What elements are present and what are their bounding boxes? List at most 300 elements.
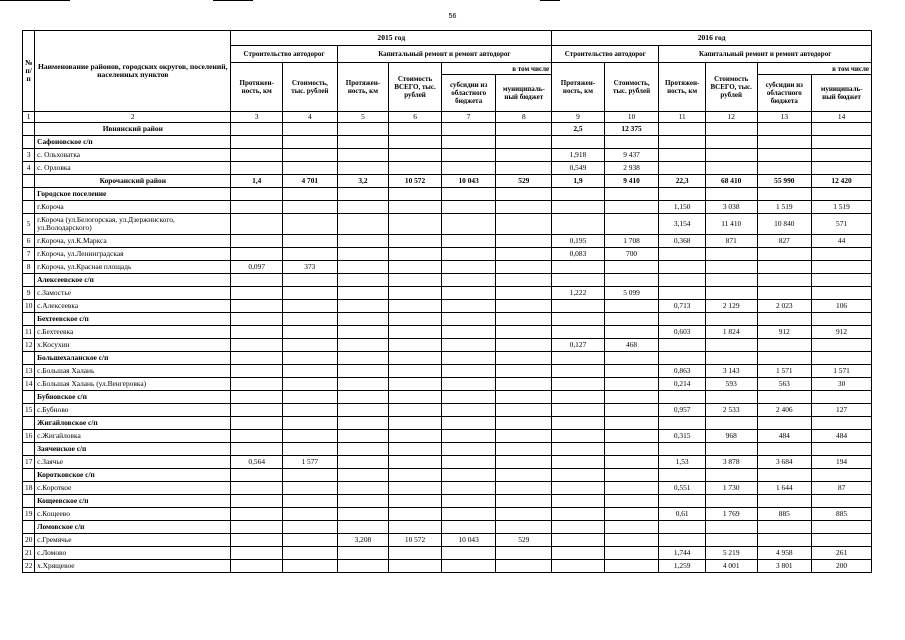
value-cell (231, 162, 283, 175)
value-cell (705, 534, 757, 547)
value-cell (231, 149, 283, 162)
value-cell (441, 136, 496, 149)
value-cell: 2 406 (757, 404, 812, 417)
value-cell (496, 404, 552, 417)
value-cell: 0,315 (659, 430, 706, 443)
value-cell (812, 495, 872, 508)
header-subsidy: субсидии из областного бюджета (757, 75, 812, 112)
value-cell (812, 287, 872, 300)
value-cell (337, 136, 389, 149)
value-cell (757, 417, 812, 430)
value-cell (389, 547, 442, 560)
value-cell (441, 391, 496, 404)
value-cell (705, 352, 757, 365)
value-cell: 3 878 (705, 456, 757, 469)
row-number: 3 (23, 149, 35, 162)
value-cell: 1 571 (812, 365, 872, 378)
table-row (23, 482, 872, 495)
value-cell: 4 958 (757, 547, 812, 560)
value-cell (337, 430, 389, 443)
row-number: 15 (23, 404, 35, 417)
value-cell (337, 547, 389, 560)
value-cell (496, 352, 552, 365)
value-cell: 0,195 (552, 235, 605, 248)
value-cell (604, 521, 659, 534)
value-cell (552, 313, 605, 326)
table-row (23, 261, 872, 274)
table-row (23, 300, 872, 313)
value-cell (231, 136, 283, 149)
value-cell (604, 417, 659, 430)
value-cell (604, 495, 659, 508)
scan-edge-line (0, 0, 70, 1)
value-cell (552, 214, 605, 235)
row-name: Корочанский район (35, 175, 231, 188)
value-cell: 55 990 (757, 175, 812, 188)
header-construction-2016: Строительство автодорог (552, 46, 659, 63)
value-cell (337, 456, 389, 469)
value-cell (441, 378, 496, 391)
value-cell (705, 495, 757, 508)
value-cell: 3 684 (757, 456, 812, 469)
value-cell: 563 (757, 378, 812, 391)
value-cell (705, 261, 757, 274)
value-cell: 106 (812, 300, 872, 313)
value-cell (757, 352, 812, 365)
header-year-2015: 2015 год (231, 31, 552, 46)
value-cell (283, 248, 338, 261)
value-cell (441, 508, 496, 521)
col-index: 3 (231, 112, 283, 123)
value-cell: 10 572 (389, 534, 442, 547)
row-name: Коротковское с/п (35, 469, 231, 482)
value-cell (283, 417, 338, 430)
value-cell (337, 339, 389, 352)
table-row (23, 547, 872, 560)
page-number: 56 (448, 13, 457, 20)
value-cell (389, 560, 442, 573)
value-cell (389, 521, 442, 534)
value-cell (389, 214, 442, 235)
value-cell (231, 326, 283, 339)
value-cell (496, 248, 552, 261)
table-row (23, 248, 872, 261)
value-cell (389, 274, 442, 287)
value-cell: 700 (604, 248, 659, 261)
row-name: Кощеевское с/п (35, 495, 231, 508)
value-cell (552, 443, 605, 456)
value-cell (659, 162, 706, 175)
value-cell: 529 (496, 534, 552, 547)
value-cell (812, 417, 872, 430)
value-cell (283, 214, 338, 235)
row-number (23, 443, 35, 456)
value-cell (659, 443, 706, 456)
value-cell (552, 188, 605, 201)
row-number: 10 (23, 300, 35, 313)
value-cell (283, 469, 338, 482)
table-row (23, 339, 872, 352)
value-cell (496, 123, 552, 136)
row-name: с.Большая Халань (ул.Венгеровка) (35, 378, 231, 391)
table-row (23, 365, 872, 378)
value-cell: 2 023 (757, 300, 812, 313)
value-cell: 885 (757, 508, 812, 521)
value-cell (337, 495, 389, 508)
value-cell (389, 261, 442, 274)
value-cell (441, 201, 496, 214)
value-cell: 4 001 (705, 560, 757, 573)
col-index: 8 (496, 112, 552, 123)
value-cell: 2 938 (604, 162, 659, 175)
value-cell: 1 644 (757, 482, 812, 495)
row-number: 18 (23, 482, 35, 495)
value-cell (231, 443, 283, 456)
row-number: 6 (23, 235, 35, 248)
value-cell (496, 300, 552, 313)
value-cell (441, 313, 496, 326)
value-cell (283, 404, 338, 417)
value-cell (389, 456, 442, 469)
value-cell (231, 339, 283, 352)
value-cell (496, 339, 552, 352)
settlement-row (23, 443, 872, 456)
value-cell (283, 547, 338, 560)
value-cell (441, 162, 496, 175)
value-cell (283, 201, 338, 214)
row-name: с.Кощеево (35, 508, 231, 521)
settlement-row (23, 469, 872, 482)
row-number: 4 (23, 162, 35, 175)
col-index: 6 (389, 112, 442, 123)
value-cell (757, 469, 812, 482)
row-number (23, 521, 35, 534)
row-name: с.Бехтеевка (35, 326, 231, 339)
value-cell (604, 547, 659, 560)
header-municipal: муниципаль-ный бюджет (496, 75, 552, 112)
value-cell (604, 560, 659, 573)
value-cell (812, 149, 872, 162)
header-repair-2015: Капитальный ремонт и ремонт автодорог (337, 46, 552, 63)
value-cell (441, 469, 496, 482)
value-cell (812, 469, 872, 482)
value-cell (604, 188, 659, 201)
value-cell (337, 521, 389, 534)
value-cell (283, 495, 338, 508)
value-cell (757, 123, 812, 136)
value-cell (389, 313, 442, 326)
value-cell (441, 560, 496, 573)
value-cell (283, 274, 338, 287)
value-cell (283, 123, 338, 136)
row-number (23, 495, 35, 508)
table-row (23, 456, 872, 469)
value-cell: 68 410 (705, 175, 757, 188)
value-cell (812, 188, 872, 201)
value-cell (337, 404, 389, 417)
value-cell (337, 162, 389, 175)
value-cell (441, 443, 496, 456)
value-cell: 885 (812, 508, 872, 521)
value-cell (496, 261, 552, 274)
value-cell (604, 326, 659, 339)
row-number: 19 (23, 508, 35, 521)
value-cell: 1 577 (283, 456, 338, 469)
value-cell: 484 (812, 430, 872, 443)
value-cell: 4 701 (283, 175, 338, 188)
table-row (23, 287, 872, 300)
value-cell (659, 417, 706, 430)
value-cell (552, 482, 605, 495)
value-cell (604, 391, 659, 404)
value-cell (441, 521, 496, 534)
row-number: 11 (23, 326, 35, 339)
value-cell: 2,5 (552, 123, 605, 136)
value-cell (705, 469, 757, 482)
value-cell (757, 162, 812, 175)
row-number (23, 391, 35, 404)
col-index: 7 (441, 112, 496, 123)
settlement-row (23, 391, 872, 404)
value-cell (659, 495, 706, 508)
value-cell (283, 443, 338, 456)
value-cell (496, 313, 552, 326)
value-cell (231, 495, 283, 508)
table-row (23, 560, 872, 573)
value-cell (705, 313, 757, 326)
value-cell (496, 547, 552, 560)
value-cell: 871 (705, 235, 757, 248)
value-cell (441, 326, 496, 339)
row-number: 21 (23, 547, 35, 560)
value-cell: 10 840 (757, 214, 812, 235)
value-cell (337, 378, 389, 391)
settlement-row (23, 417, 872, 430)
value-cell: 12 375 (604, 123, 659, 136)
row-name: с. Орловка (35, 162, 231, 175)
value-cell (389, 378, 442, 391)
value-cell (337, 313, 389, 326)
value-cell (552, 417, 605, 430)
value-cell (705, 443, 757, 456)
value-cell (552, 365, 605, 378)
row-name: Сафоновское с/п (35, 136, 231, 149)
table-row (23, 214, 872, 235)
value-cell (389, 123, 442, 136)
value-cell (231, 201, 283, 214)
value-cell: 0,551 (659, 482, 706, 495)
row-number (23, 175, 35, 188)
value-cell (231, 214, 283, 235)
col-index: 9 (552, 112, 605, 123)
value-cell (757, 391, 812, 404)
value-cell (604, 313, 659, 326)
value-cell (812, 123, 872, 136)
value-cell (757, 495, 812, 508)
value-cell (812, 521, 872, 534)
value-cell (812, 248, 872, 261)
value-cell: 0,957 (659, 404, 706, 417)
value-cell (705, 417, 757, 430)
value-cell (552, 495, 605, 508)
value-cell (496, 274, 552, 287)
settlement-row (23, 521, 872, 534)
value-cell (659, 149, 706, 162)
row-number: 5 (23, 214, 35, 235)
value-cell (604, 469, 659, 482)
value-cell (337, 235, 389, 248)
row-name: с.Бубново (35, 404, 231, 417)
value-cell: 373 (283, 261, 338, 274)
row-name: г.Короча, ул.Красная площадь (35, 261, 231, 274)
value-cell (283, 391, 338, 404)
value-cell (757, 287, 812, 300)
row-number: 17 (23, 456, 35, 469)
value-cell: 194 (812, 456, 872, 469)
value-cell (283, 339, 338, 352)
value-cell: 3 038 (705, 201, 757, 214)
value-cell (231, 287, 283, 300)
col-index: 2 (35, 112, 231, 123)
row-name: с.Большая Халань (35, 365, 231, 378)
value-cell (441, 123, 496, 136)
value-cell (231, 352, 283, 365)
value-cell (337, 300, 389, 313)
row-name: Городское поселение (35, 188, 231, 201)
settlement-row (23, 136, 872, 149)
table-row (23, 162, 872, 175)
col-index: 4 (283, 112, 338, 123)
value-cell (389, 300, 442, 313)
value-cell: 1,918 (552, 149, 605, 162)
value-cell (705, 123, 757, 136)
row-name: г.Короча (ул.Белогорская, ул.Дзержинского, ул.Володарского) (35, 214, 231, 235)
value-cell (496, 378, 552, 391)
value-cell (705, 521, 757, 534)
value-cell: 1,259 (659, 560, 706, 573)
col-index: 5 (337, 112, 389, 123)
row-number (23, 123, 35, 136)
row-name: Бубновское с/п (35, 391, 231, 404)
value-cell (231, 313, 283, 326)
value-cell (496, 149, 552, 162)
value-cell (604, 352, 659, 365)
value-cell (757, 274, 812, 287)
value-cell (812, 274, 872, 287)
value-cell: 1,744 (659, 547, 706, 560)
value-cell (231, 404, 283, 417)
value-cell: 1 519 (812, 201, 872, 214)
header-cost-total: Стоимость ВСЕГО, тыс. рублей (389, 63, 442, 112)
value-cell (389, 149, 442, 162)
value-cell (705, 149, 757, 162)
value-cell (389, 162, 442, 175)
value-cell (496, 162, 552, 175)
value-cell (552, 469, 605, 482)
value-cell: 0,603 (659, 326, 706, 339)
value-cell: 200 (812, 560, 872, 573)
settlement-row (23, 188, 872, 201)
value-cell (231, 300, 283, 313)
value-cell (389, 404, 442, 417)
value-cell (705, 339, 757, 352)
header-repair-2016: Капитальный ремонт и ремонт автодорог (659, 46, 872, 63)
row-number (23, 469, 35, 482)
header-subsidy: субсидии из областного бюджета (441, 75, 496, 112)
district-row (23, 175, 872, 188)
value-cell (659, 391, 706, 404)
value-cell: 968 (705, 430, 757, 443)
value-cell (552, 261, 605, 274)
value-cell (552, 274, 605, 287)
value-cell (552, 521, 605, 534)
value-cell (496, 508, 552, 521)
value-cell (812, 391, 872, 404)
value-cell (604, 300, 659, 313)
value-cell (552, 326, 605, 339)
value-cell (757, 313, 812, 326)
value-cell (283, 521, 338, 534)
value-cell (441, 482, 496, 495)
value-cell (659, 188, 706, 201)
value-cell: 912 (812, 326, 872, 339)
value-cell (283, 162, 338, 175)
col-index: 1 (23, 112, 35, 123)
value-cell (604, 201, 659, 214)
table-row (23, 508, 872, 521)
value-cell (231, 534, 283, 547)
value-cell (389, 443, 442, 456)
value-cell (705, 162, 757, 175)
value-cell (496, 430, 552, 443)
value-cell (389, 188, 442, 201)
value-cell (812, 261, 872, 274)
value-cell (441, 188, 496, 201)
row-name: с.Алексеевка (35, 300, 231, 313)
value-cell (337, 560, 389, 573)
value-cell (337, 287, 389, 300)
value-cell (283, 300, 338, 313)
value-cell: 0,083 (552, 248, 605, 261)
value-cell: 0,214 (659, 378, 706, 391)
value-cell (496, 495, 552, 508)
table-row (23, 235, 872, 248)
table-row (23, 378, 872, 391)
value-cell (337, 443, 389, 456)
value-cell (757, 136, 812, 149)
value-cell (389, 136, 442, 149)
district-row (23, 123, 872, 136)
row-name: Заяченское с/п (35, 443, 231, 456)
header-no: № п/п (23, 31, 35, 112)
value-cell: 12 420 (812, 175, 872, 188)
value-cell (231, 365, 283, 378)
col-index: 11 (659, 112, 706, 123)
value-cell (496, 188, 552, 201)
value-cell: 3 143 (705, 365, 757, 378)
value-cell (231, 123, 283, 136)
value-cell (441, 352, 496, 365)
header-cost: Стоимость, тыс. рублей (283, 63, 338, 112)
value-cell (604, 404, 659, 417)
value-cell (757, 188, 812, 201)
value-cell (441, 214, 496, 235)
value-cell: 10 043 (441, 175, 496, 188)
value-cell (283, 235, 338, 248)
value-cell (231, 391, 283, 404)
value-cell (389, 352, 442, 365)
value-cell (812, 443, 872, 456)
